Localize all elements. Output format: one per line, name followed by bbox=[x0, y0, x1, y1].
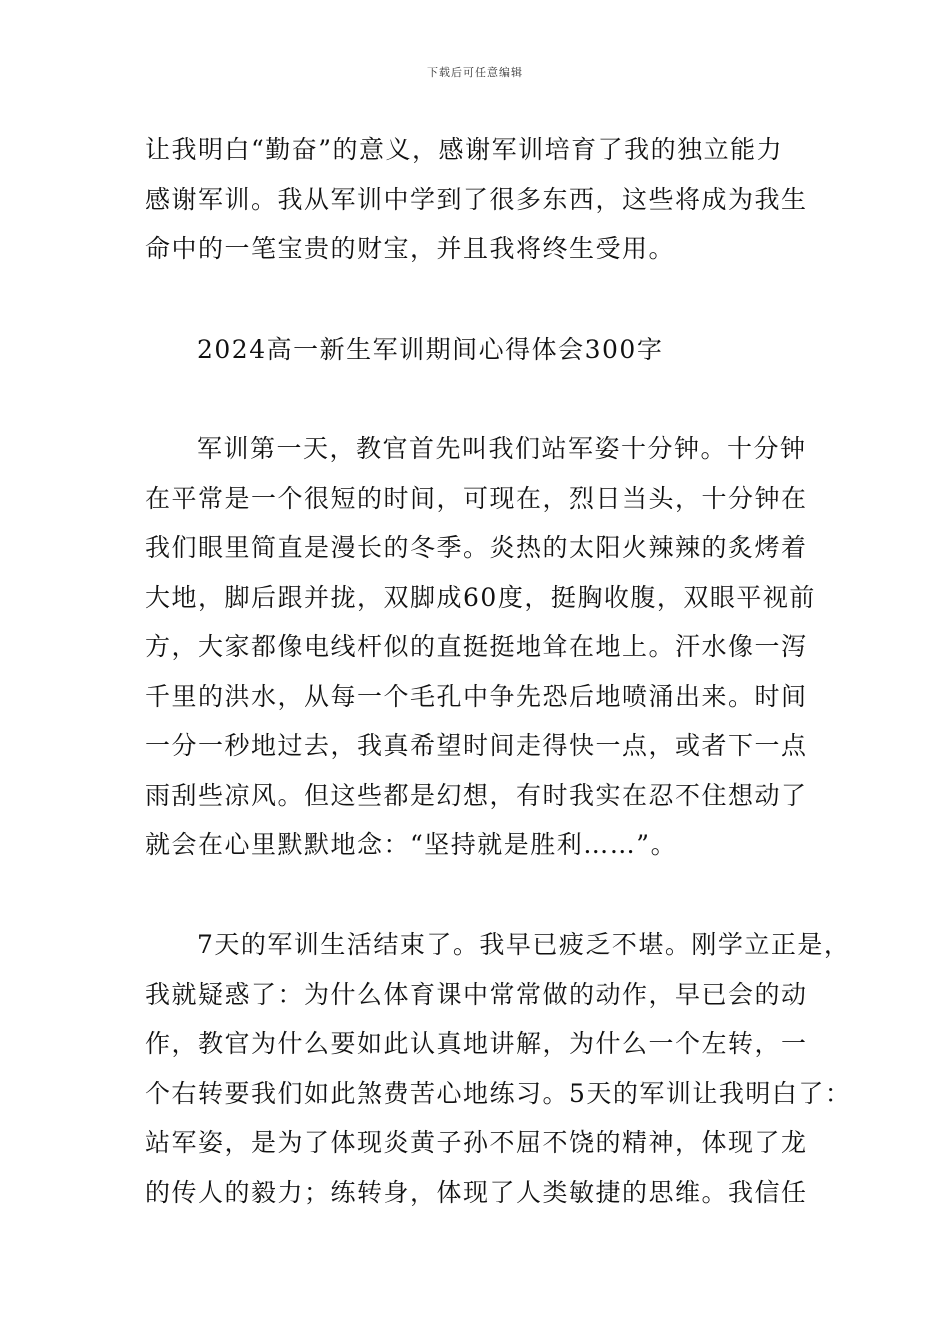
text-line: 一分一秒地过去，我真希望时间走得快一点，或者下一点 bbox=[145, 731, 808, 760]
text-line: 我们眼里简直是漫长的冬季。炎热的太阳火辣辣的炙烤着 bbox=[145, 533, 808, 562]
text-line: 军训第一天，教官首先叫我们站军姿十分钟。十分钟 bbox=[197, 434, 807, 463]
text-line: 我就疑惑了：为什么体育课中常常做的动作，早已会的动 bbox=[145, 979, 808, 1009]
text-line: 在平常是一个很短的时间，可现在，烈日当头，十分钟在 bbox=[145, 483, 808, 513]
text-line: 的传人的毅力；练转身，体现了人类敏捷的思维。我信任 bbox=[145, 1177, 808, 1207]
text-line: 命中的一笔宝贵的财宝，并且我将终生受用。 bbox=[145, 234, 676, 263]
section-title bbox=[145, 325, 825, 375]
text-line: 个右转要我们如此煞费苦心地练习。5天的军训让我明白了： bbox=[145, 1078, 852, 1108]
text-line: 7天的军训生活结束了。我早已疲乏不堪。刚学立正是， bbox=[197, 930, 851, 959]
text-line: 方，大家都像电线杆似的直挺挺地耸在地上。汗水像一泻 bbox=[145, 632, 808, 661]
text-line: 感谢军训。我从军训中学到了很多东西，这些将成为我生 bbox=[145, 184, 808, 214]
text-line: 千里的洪水，从每一个毛孔中争先恐后地喷涌出来。时间 bbox=[145, 681, 808, 711]
text-line: 就会在心里默默地念：“坚持就是胜利……”。 bbox=[145, 830, 678, 859]
text-line: 站军姿，是为了体现炎黄子孙不屈不饶的精神，体现了龙 bbox=[145, 1128, 808, 1157]
intro-paragraph bbox=[145, 125, 825, 274]
paragraph-1 bbox=[145, 424, 825, 870]
text-line: 大地，脚后跟并拢，双脚成60度，挺胸收腹，双眼平视前 bbox=[145, 582, 816, 612]
paragraph-2 bbox=[145, 920, 852, 1217]
text-line: 作，教官为什么要如此认真地讲解，为什么一个左转，一 bbox=[145, 1029, 808, 1058]
section-title-text: 2024高一新生军训期间心得体会300字 bbox=[197, 335, 664, 364]
text-line: 让我明白“勤奋”的意义，感谢军训培育了我的独立能力 bbox=[145, 135, 784, 164]
text-line: 雨刮些凉风。但这些都是幻想，有时我实在忍不住想动了 bbox=[145, 780, 808, 810]
header-note: 下载后可任意编辑 bbox=[427, 66, 523, 79]
